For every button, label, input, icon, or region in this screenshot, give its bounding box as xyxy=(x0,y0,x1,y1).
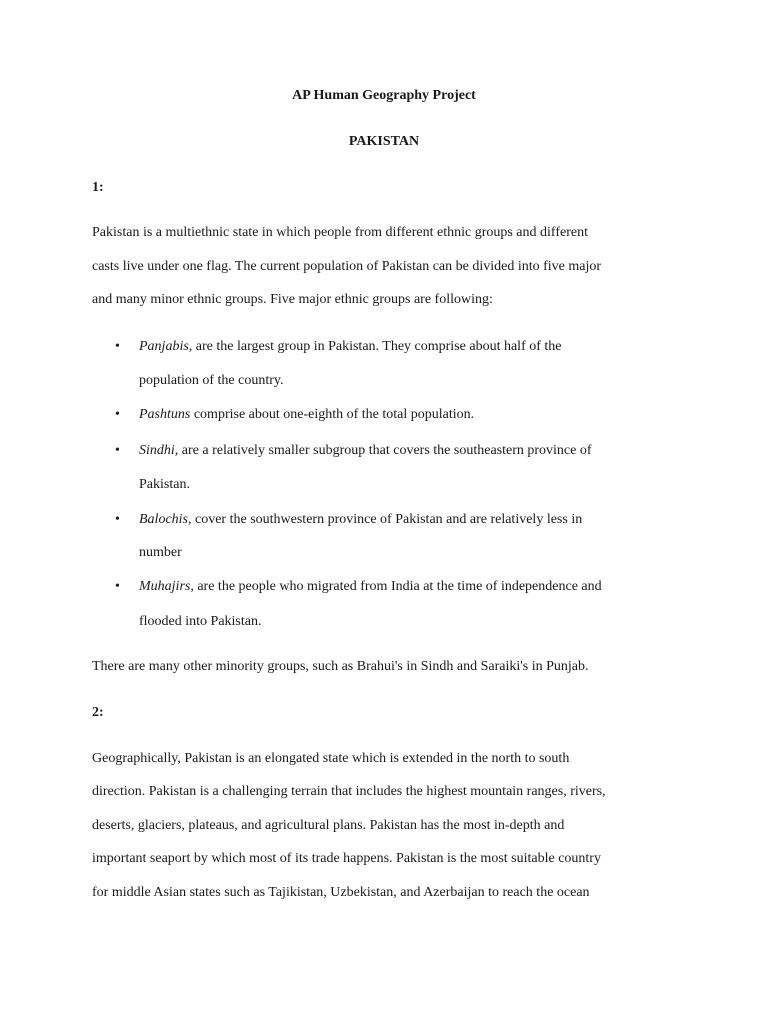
section-2-line: direction. Pakistan is a challenging terrain that includes the highest mountain ranges, rivers, xyxy=(92,784,606,799)
bullet-marker: • xyxy=(115,443,120,458)
bullet-text: cover the southwestern province of Pakistan and are relatively less in xyxy=(191,512,583,527)
bullet-text-continuation: Pakistan. xyxy=(139,477,190,492)
bullet-marker: • xyxy=(115,579,120,594)
section-1-intro-line: casts live under one flag. The current population of Pakistan can be divided into five major xyxy=(92,259,602,274)
section-2-heading: 2: xyxy=(92,705,104,720)
section-2-line: important seaport by which most of its trade happens. Pakistan is the most suitable country xyxy=(92,851,601,866)
bullet-text-continuation: flooded into Pakistan. xyxy=(139,614,262,629)
bullet-term: Pashtuns xyxy=(139,407,191,422)
bullet-item-pashtuns xyxy=(139,407,474,423)
bullet-text-continuation: population of the country. xyxy=(139,373,284,388)
section-2-line: Geographically, Pakistan is an elongated state which is extended in the north to south xyxy=(92,751,570,766)
bullet-text-continuation: number xyxy=(139,545,182,560)
bullet-item-muhajirs xyxy=(139,579,602,595)
bullet-text: are the people who migrated from India at the time of independence and xyxy=(193,579,602,594)
bullet-marker: • xyxy=(115,512,120,527)
bullet-marker: • xyxy=(115,407,120,422)
bullet-term: Muhajirs, xyxy=(139,579,194,594)
section-2-line: deserts, glaciers, plateaus, and agricultural plans. Pakistan has the most in-depth and xyxy=(92,818,565,833)
section-2-line: for middle Asian states such as Tajikistan, Uzbekistan, and Azerbaijan to reach the ocean xyxy=(92,885,590,900)
document-subtitle: PAKISTAN xyxy=(348,134,420,149)
bullet-term: Sindhi, xyxy=(139,443,179,458)
section-1-intro-line: and many minor ethnic groups. Five major ethnic groups are following: xyxy=(92,292,493,307)
section-1-heading: 1: xyxy=(92,180,104,195)
bullet-text: are the largest group in Pakistan. They comprise about half of the xyxy=(192,339,562,354)
bullet-item-panjabis xyxy=(139,339,562,355)
bullet-term: Balochis, xyxy=(139,512,192,527)
bullet-item-sindhi xyxy=(139,443,592,459)
bullet-item-balochis xyxy=(139,512,582,528)
bullet-marker: • xyxy=(115,339,120,354)
bullet-text: are a relatively smaller subgroup that covers the southeastern province of xyxy=(178,443,592,458)
section-1-closing: There are many other minority groups, such as Brahui's in Sindh and Saraiki's in Punjab. xyxy=(92,659,589,674)
bullet-text: comprise about one-eighth of the total population. xyxy=(190,407,475,422)
section-1-intro-line: Pakistan is a multiethnic state in which people from different ethnic groups and different xyxy=(92,225,588,240)
document-title: AP Human Geography Project xyxy=(292,88,476,103)
bullet-term: Panjabis, xyxy=(139,339,193,354)
